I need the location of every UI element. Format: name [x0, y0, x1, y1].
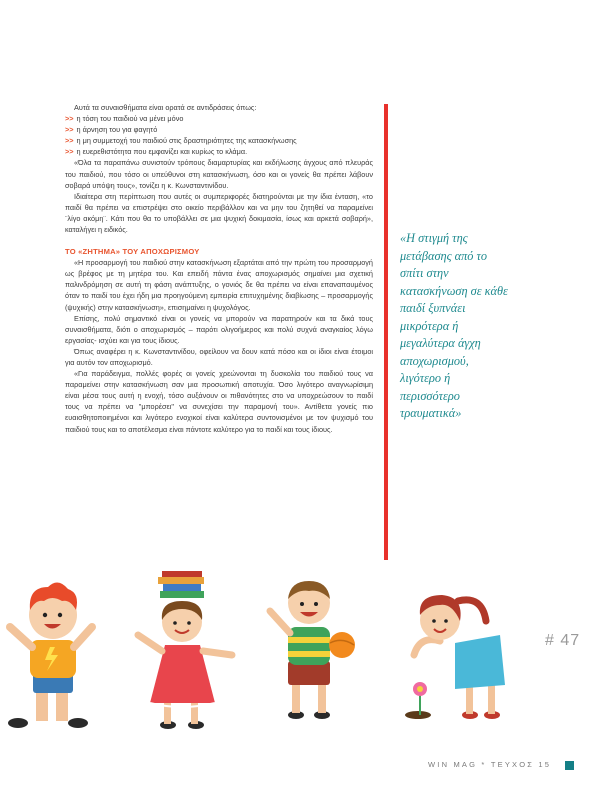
paragraph: «Όλα τα παραπάνω συνιστούν τρόπους διαμαρτυρίας και εκδήλωσης άγχους από πλευράς του παιδιού, που τόσο οι υπεύθυνοι στη κατασκήνωση, όσο και οι γονείς θα πρέπει λάβουν σοβαρά υπόψη τους», τονίζει η κ. Κωνσταντινίδου. [65, 158, 373, 190]
list-item: >> η τόση του παιδιού να μένει μόνο [65, 114, 184, 124]
arrow-bullet-icon: >> [65, 147, 74, 157]
pull-quote: «Η στιγμή της μετάβασης από το σπίτι στην κατασκήνωση σε κάθε παιδί ξυπνάει μικρότερα ή μεγαλύτερα άγχη αποχωρισμού, λιγότερο ή περισσότερο τραυματικά» [400, 231, 508, 420]
paragraph: Όπως αναφέρει η κ. Κωνσταντινίδου, οφείλουν να δουν κατά πόσο και οι ίδιοι είναι έτοιμοι για αυτόν τον αποχωρισμό. [65, 346, 373, 367]
girl-with-flower-figure [405, 595, 505, 719]
list-item: >> η άρνηση του για φαγητό [65, 125, 158, 135]
list-item: >> η μη συμμετοχή του παιδιού στις δραστηριότητες της κατασκήνωσης [65, 136, 297, 146]
page-number: # 47 [545, 632, 581, 649]
arrow-bullet-icon: >> [65, 136, 74, 146]
boy-red-hair-figure [8, 582, 92, 728]
magazine-footer: WIN MAG * ΤΕΥΧΟΣ 15 [428, 760, 552, 769]
arrow-bullet-icon: >> [65, 114, 74, 124]
article-body [65, 102, 373, 435]
arrow-bullet-icon: >> [65, 125, 74, 135]
paragraph: «Η προσαρμογή του παιδιού στην κατασκήνωση εξαρτάται από την πρώτη του προσαρμογή ως βρέφος με τη μητέρα του. Και επειδή πάντα ένας αποχωρισμός σημαίνει μια σχετική παλινδρόμηση σε αυτή τη φάση ανάπτυξης, ο γονιός δε θα πρέπει να είναι επαναπαυμένος όταν το παιδί του έχει ήδη μια προηγούμενη εμπειρία επιτυχημένης διαβίωσης – προσαρμογής (ψυχικής) στην κατασκήνωση», επισημαίνει η ψυχολόγος. [65, 258, 373, 312]
accent-rule [384, 104, 388, 560]
intro-text: Αυτά τα συναισθήματα είναι ορατά σε αντιδράσεις όπως: [74, 103, 257, 112]
children-illustration [0, 565, 599, 745]
paragraph: «Για παράδειγμα, πολλές φορές οι γονείς χρεώνονται τη δυσκολία του παιδιού τους να παραμείνει στην κατασκήνωση σαν μια προσωπική αποτυχία. Όσο λιγότερο αναγνωρίσιμη είναι μέσα τους αυτή η ενοχή, τόσο αυξάνουν οι πιθανότητες στο να υποχρεώσουν το παιδί τους να πρέπει να "μπορέσει" να συνεχίσει την παραμονή του». Αντίθετα γονείς πιο ευαισθητοποιημένοι και λιγότερο ενοχικοί είναι καλύτερα συντονισμένοι με τον ψυχισμό του παιδιού τους και το αποτέλεσμα είναι πάντοτε καλύτερο για το παιδί και τους ίδιους. [65, 369, 373, 434]
paragraph: Επίσης, πολύ σημαντικό είναι οι γονείς να μπορούν να παρατηρούν και τα δικά τους συναισθήματα, διότι ο αποχωρισμός – παρότι ολιγοήμερος και πολύ συχνά αναγκαίος λόγω εργασίας- ισχύει και για τους ίδιους. [65, 313, 373, 345]
list-item: >> η ευερεθιστότητα που εμφανίζει και κυρίως το κλάμα. [65, 147, 248, 157]
girl-with-books-figure [138, 571, 232, 729]
footer-square-icon [565, 761, 574, 770]
section-heading: ΤΟ «ΖΗΤΗΜΑ» ΤΟΥ ΑΠΟΧΩΡΙΣΜΟΥ [65, 247, 200, 257]
paragraph: Ιδιαίτερα στη περίπτωση που αυτές οι συμπεριφορές διατηρούνται με την ίδια ένταση, «το παιδί θα πρέπει να επιστρέψει στο οικείο περιβάλλον και να μην του ζητηθεί να παραμείνει ¨λίγο ακόμη¨. Κάτι που θα το υποβάλλει σε μια ψυχική δοκιμασία, ίσως και αρκετά σοβαρή», καταλήγει η ειδικός. [65, 191, 373, 235]
reaction-list [65, 113, 373, 157]
boy-with-ball-figure [270, 581, 355, 719]
